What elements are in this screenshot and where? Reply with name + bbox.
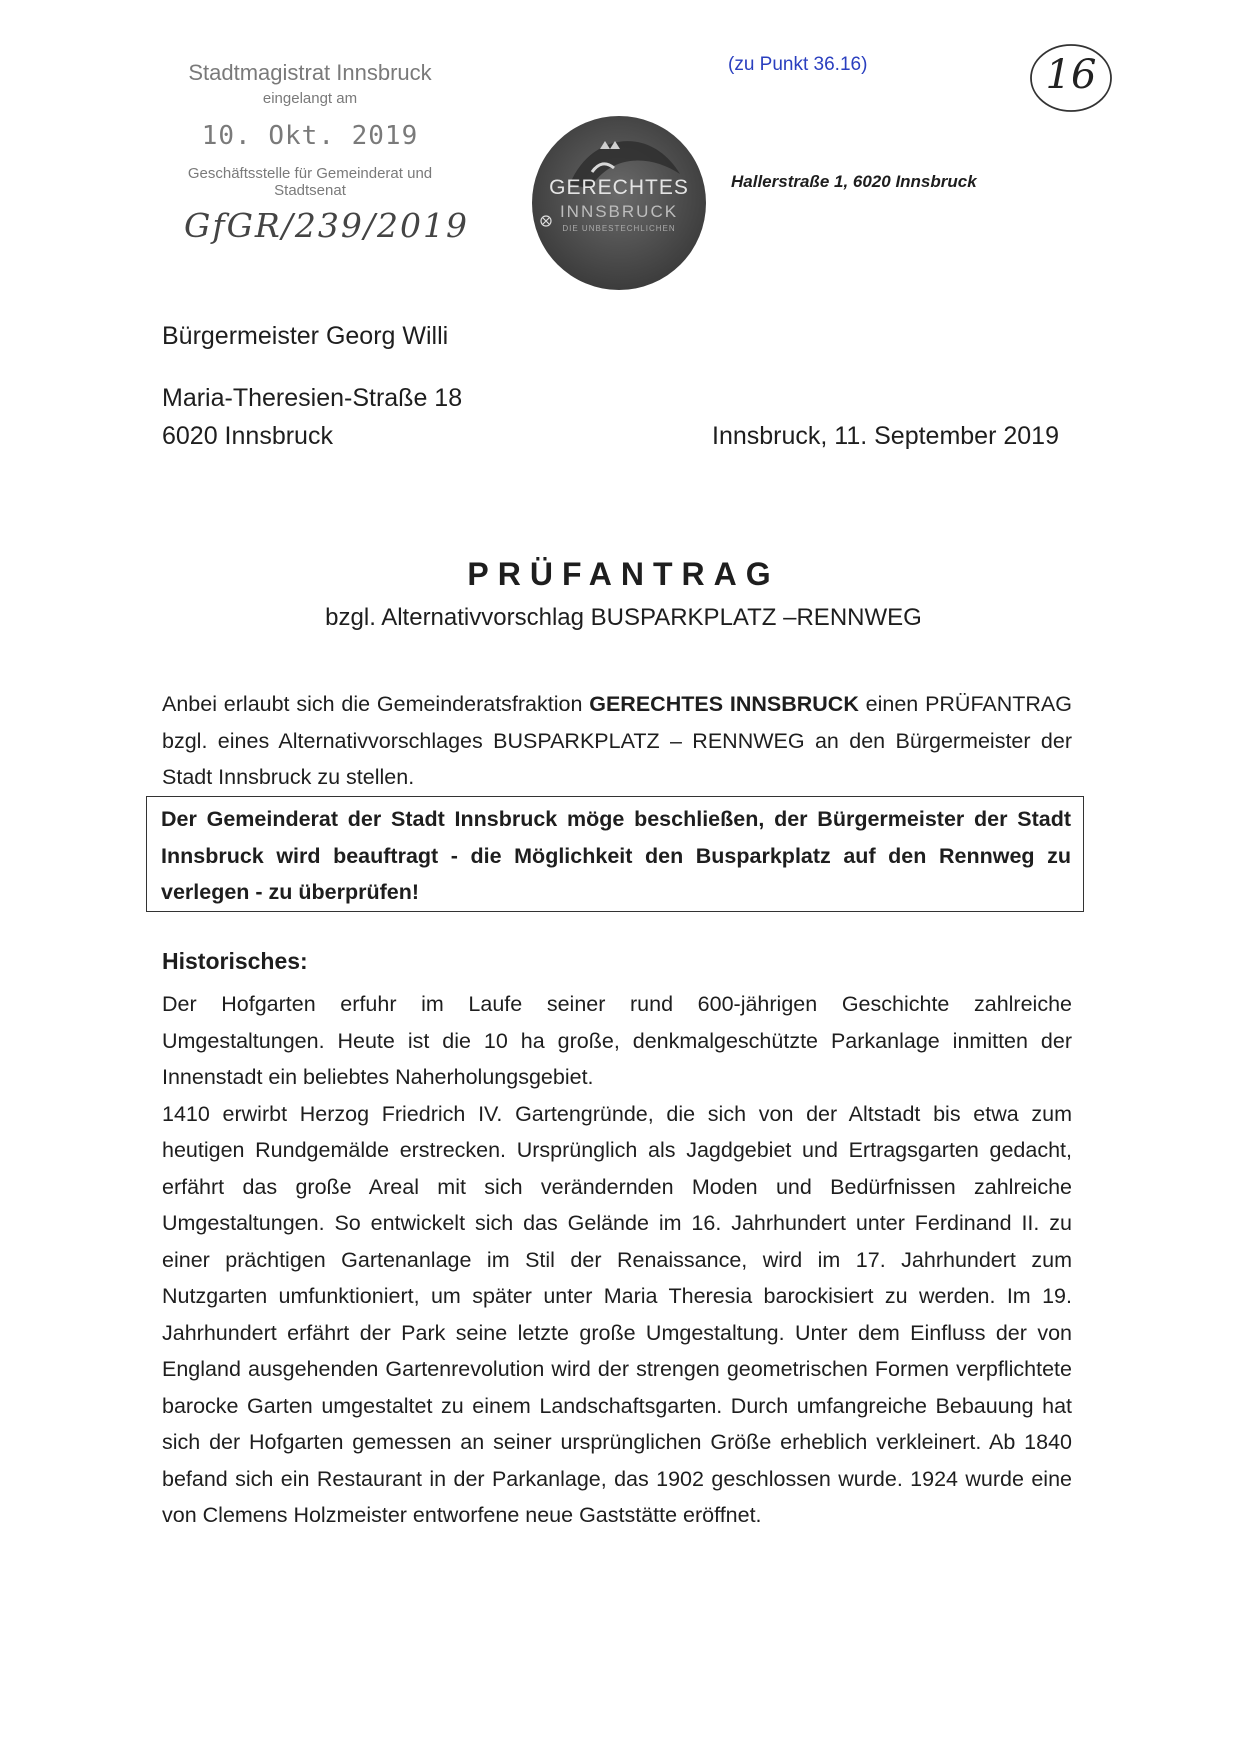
logo-line-1: GERECHTES xyxy=(549,176,689,199)
document-title: PRÜFANTRAG xyxy=(467,556,780,592)
page-number-circle xyxy=(1028,42,1114,114)
motion-text: Der Gemeinderat der Stadt Innsbruck möge beschließen, der Bürgermeister der Stadt Innsbruck wird beauftragt - die Möglichkeit den Busparkplatz auf den Rennweg zu verlegen - zu überprüfen! xyxy=(161,807,1071,904)
intro-text-before: Anbei erlaubt sich die Gemeinderatsfraktion xyxy=(162,692,590,716)
receipt-stamp xyxy=(150,60,470,199)
handwritten-reference: GfGR/239/2019 xyxy=(184,206,469,245)
party-logo xyxy=(530,114,708,292)
document-subtitle: bzgl. Alternativvorschlag BUSPARKPLATZ –RENNWEG xyxy=(325,604,922,631)
intro-text-after: einen PRÜFANTRAG bzgl. eines Alternativvorschlages BUSPARKPLATZ – RENNWEG an den Bürgermeister der Stadt Innsbruck zu stellen. xyxy=(162,692,1072,789)
sender-address: Hallerstraße 1, 6020 Innsbruck xyxy=(731,172,977,191)
history-paragraph-2: 1410 erwirbt Herzog Friedrich IV. Gartengründe, die sich von der Altstadt bis etwa zum heutigen Rundgemälde erstrecken. Ursprünglich als Jagdgebiet und Ertragsgarten gedacht, erfährt das große Areal mit sich verändernden Moden und Bedürfnissen zahlreiche Umgestaltungen. So entwickelt sich das Gelände im 16. Jahrhundert unter Ferdinand II. zu einer prächtigen Gartenanlage im Stil der Renaissance, wird im 17. Jahrhundert zum Nutzgarten umfunktioniert, um später unter Maria Theresia barockisiert zu werden. Im 19. Jahrhundert erfährt der Park seine letzte große Umgestaltung. Unter dem Einfluss der von England ausgehenden Gartenrevolution wird der strengen geometrischen Formen verpflichtete barocke Garten umgestaltet zu einem Landschaftsgarten. Durch umfangreiche Bebauung hat sich der Hofgarten gemessen an seiner ursprünglichen Größe erheblich verkleinert. Ab 1840 befand sich ein Restaurant in der Parkanlage, das 1902 geschlossen wurde. 1924 wurde eine von Clemens Holzmeister entworfene neue Gaststätte eröffnet. xyxy=(162,1101,1072,1527)
stamp-date: 10. Okt. 2019 xyxy=(201,121,419,151)
recipient-city: 6020 Innsbruck xyxy=(162,422,333,450)
motion-box xyxy=(146,796,1084,912)
intro-paragraph xyxy=(162,686,1072,796)
history-paragraph-1: Der Hofgarten erfuhr im Laufe seiner rund 600-jährigen Geschichte zahlreiche Umgestaltungen. Heute ist die 10 ha große, denkmalgeschützte Parkanlage inmitten der Innenstadt ein beliebtes Naherholungsgebiet. xyxy=(162,992,1072,1089)
stamp-title: Stadtmagistrat Innsbruck xyxy=(188,60,432,85)
recipient-name: Bürgermeister Georg Willi xyxy=(162,322,449,350)
faction-name: GERECHTES INNSBRUCK xyxy=(589,692,859,716)
stamp-office: Geschäftsstelle für Gemeinderat und Stadtsenat xyxy=(187,165,433,199)
history-text xyxy=(162,986,1072,1534)
history-heading: Historisches: xyxy=(162,948,308,974)
reference-note: (zu Punkt 36.16) xyxy=(728,54,868,75)
logo-line-3: DIE UNBESTECHLICHEN xyxy=(562,224,676,233)
stamp-subtitle: eingelangt am xyxy=(262,90,358,107)
logo-line-2: INNSBRUCK xyxy=(559,202,679,221)
place-date: Innsbruck, 11. September 2019 xyxy=(712,422,1059,450)
recipient-street: Maria-Theresien-Straße 18 xyxy=(162,384,463,412)
page-number: 16 xyxy=(1045,52,1097,98)
